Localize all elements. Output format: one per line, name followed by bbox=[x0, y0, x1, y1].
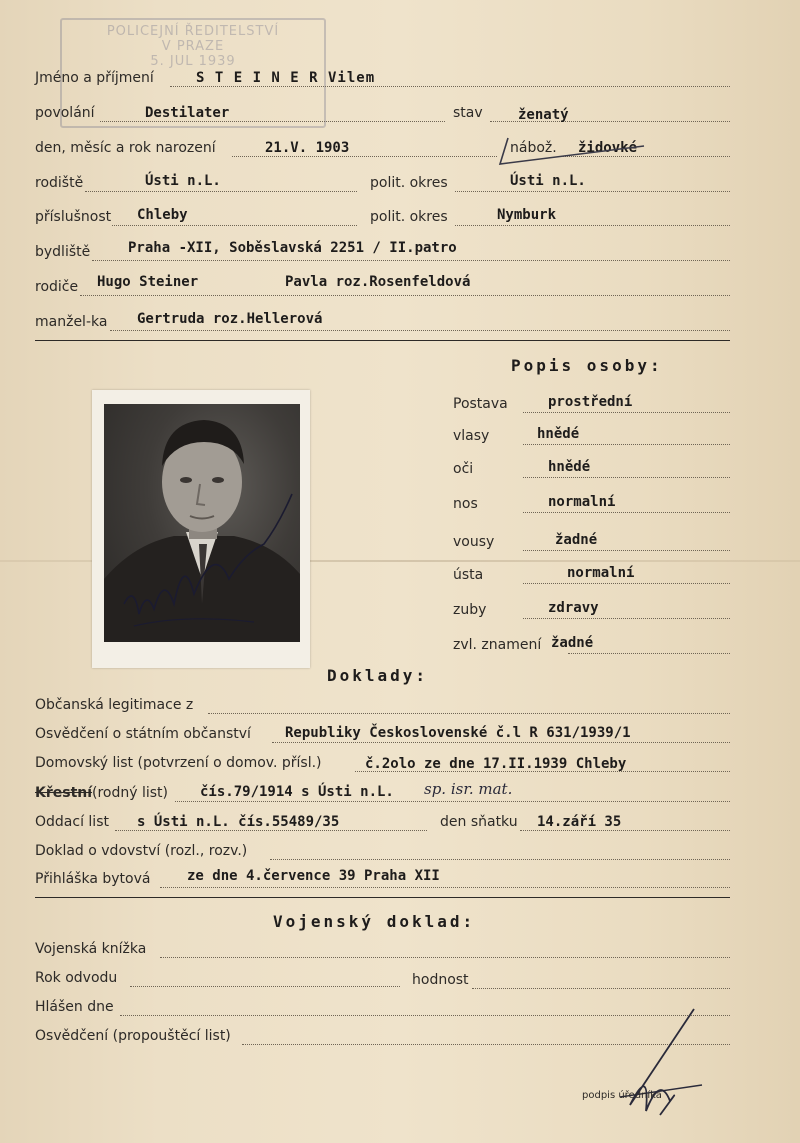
description-label: zvl. znamení bbox=[453, 637, 542, 653]
description-line bbox=[523, 550, 730, 551]
description-value: žadné bbox=[555, 532, 598, 548]
birth-cert-handwritten: sp. isr. mat. bbox=[424, 780, 513, 798]
occupation-line bbox=[100, 121, 445, 122]
marriage-date-label: den sňatku bbox=[440, 814, 518, 830]
marriage-label: Oddací list bbox=[35, 814, 109, 830]
marriage-value: s Ústi n.L. čís.55489/35 bbox=[137, 814, 340, 830]
name-value: S T E I N E R Vilem bbox=[196, 70, 376, 86]
birth-date-value: 21.V. 1903 bbox=[265, 140, 350, 156]
photo-signature bbox=[104, 404, 300, 642]
spouse-label: manžel-ka bbox=[35, 314, 108, 330]
birthplace-line bbox=[85, 191, 357, 192]
registration-label: Přihláška bytová bbox=[35, 871, 151, 887]
spouse-value: Gertruda roz.Hellerová bbox=[137, 311, 323, 327]
home-cert-value: č.2olo ze dne 17.II.1939 Chleby bbox=[365, 756, 627, 772]
description-label: nos bbox=[453, 496, 478, 512]
home-cert-label: Domovský list (potvrzení o domov. přísl.) bbox=[35, 755, 322, 771]
description-label: ústa bbox=[453, 567, 484, 583]
marital-value: ženatý bbox=[518, 107, 569, 123]
section-rule-2 bbox=[35, 897, 730, 898]
spouse-line bbox=[110, 330, 730, 331]
birth-cert-struck-label: Křestní bbox=[35, 785, 93, 801]
conscription-year-line bbox=[130, 986, 400, 987]
residence-label: bydliště bbox=[35, 244, 91, 260]
description-line bbox=[523, 618, 730, 619]
rank-line bbox=[472, 988, 730, 989]
domicile-district-value: Nymburk bbox=[497, 207, 557, 223]
description-line bbox=[523, 583, 730, 584]
domicile-label: příslušnost bbox=[35, 209, 112, 225]
birth-date-line bbox=[232, 156, 497, 157]
occupation-value: Destilater bbox=[145, 105, 230, 121]
parents-line bbox=[80, 295, 730, 296]
religion-label: nábož. bbox=[510, 140, 557, 156]
description-label: zuby bbox=[453, 602, 487, 618]
rank-label: hodnost bbox=[412, 972, 469, 988]
birth-cert-label: (rodný list) bbox=[92, 785, 168, 801]
id-card-line bbox=[208, 713, 730, 714]
birth-cert-value: čís.79/1914 s Ústi n.L. bbox=[200, 784, 394, 800]
stamp-text: POLICEJNÍ ŘEDITELSTVÍ V PRAZE 5. JUL 1939 bbox=[106, 24, 280, 69]
section-rule-1 bbox=[35, 340, 730, 341]
description-line bbox=[523, 444, 730, 445]
description-label: vousy bbox=[453, 534, 495, 550]
description-line bbox=[523, 477, 730, 478]
description-line bbox=[523, 412, 730, 413]
religion-pencil-mark bbox=[494, 134, 654, 170]
religion-value: židovké bbox=[578, 140, 638, 156]
official-signature bbox=[590, 1005, 710, 1125]
name-label: Jméno a příjmení bbox=[35, 70, 154, 86]
parents-label: rodiče bbox=[35, 279, 79, 295]
conscription-year-label: Rok odvodu bbox=[35, 970, 118, 986]
birthplace-label: rodiště bbox=[35, 175, 84, 191]
marriage-date-value: 14.září 35 bbox=[537, 814, 622, 830]
residence-line bbox=[92, 260, 730, 261]
birthplace-district-value: Ústi n.L. bbox=[510, 173, 586, 189]
registration-line bbox=[160, 887, 730, 888]
widowhood-line bbox=[270, 859, 730, 860]
id-card-label: Občanská legitimace z bbox=[35, 697, 194, 713]
citizenship-line bbox=[272, 742, 730, 743]
citizenship-value: Republiky Československé č.l R 631/1939/1 bbox=[285, 725, 631, 741]
widowhood-label: Doklad o vdovství (rozl., rozv.) bbox=[35, 843, 248, 859]
marriage-line bbox=[115, 830, 427, 831]
marital-label: stav bbox=[453, 105, 483, 121]
name-line bbox=[170, 86, 730, 87]
description-label: oči bbox=[453, 461, 474, 477]
birthplace-value: Ústi n.L. bbox=[145, 173, 221, 189]
domicile-value: Chleby bbox=[137, 207, 188, 223]
occupation-label: povolání bbox=[35, 105, 95, 121]
description-heading: Popis osoby: bbox=[511, 356, 663, 375]
domicile-district-label: polit. okres bbox=[370, 209, 448, 225]
description-value: žadné bbox=[551, 635, 594, 651]
birthplace-district-line bbox=[455, 191, 730, 192]
reported-label: Hlášen dne bbox=[35, 999, 114, 1015]
domicile-district-line bbox=[455, 225, 730, 226]
description-value: prostřední bbox=[548, 394, 633, 410]
description-value: zdravy bbox=[548, 600, 599, 616]
description-value: hnědé bbox=[537, 426, 580, 442]
discharge-label: Osvědčení (propouštěcí list) bbox=[35, 1028, 231, 1044]
description-value: normalní bbox=[567, 565, 635, 581]
domicile-line bbox=[112, 225, 357, 226]
military-book-line bbox=[160, 957, 730, 958]
description-label: Postava bbox=[453, 396, 508, 412]
registration-value: ze dne 4.července 39 Praha XII bbox=[187, 868, 440, 884]
citizenship-label: Osvědčení o státním občanství bbox=[35, 726, 251, 742]
military-heading: Vojenský doklad: bbox=[273, 912, 476, 931]
military-book-label: Vojenská knížka bbox=[35, 941, 147, 957]
mother-value: Pavla roz.Rosenfeldová bbox=[285, 274, 471, 290]
description-value: normalní bbox=[548, 494, 616, 510]
description-line bbox=[523, 512, 730, 513]
official-signature-label: podpis úředníka bbox=[582, 1090, 662, 1101]
photo-frame bbox=[92, 390, 310, 668]
birth-date-label: den, měsíc a rok narození bbox=[35, 140, 216, 156]
description-label: vlasy bbox=[453, 428, 490, 444]
birth-cert-line bbox=[175, 801, 730, 802]
marriage-date-line bbox=[520, 830, 730, 831]
portrait-photo bbox=[104, 404, 300, 642]
birthplace-district-label: polit. okres bbox=[370, 175, 448, 191]
father-value: Hugo Steiner bbox=[97, 274, 199, 290]
description-line bbox=[568, 653, 730, 654]
documents-heading: Doklady: bbox=[327, 666, 429, 685]
description-value: hnědé bbox=[548, 459, 591, 475]
residence-value: Praha -XII, Soběslavská 2251 / II.patro bbox=[128, 240, 457, 256]
